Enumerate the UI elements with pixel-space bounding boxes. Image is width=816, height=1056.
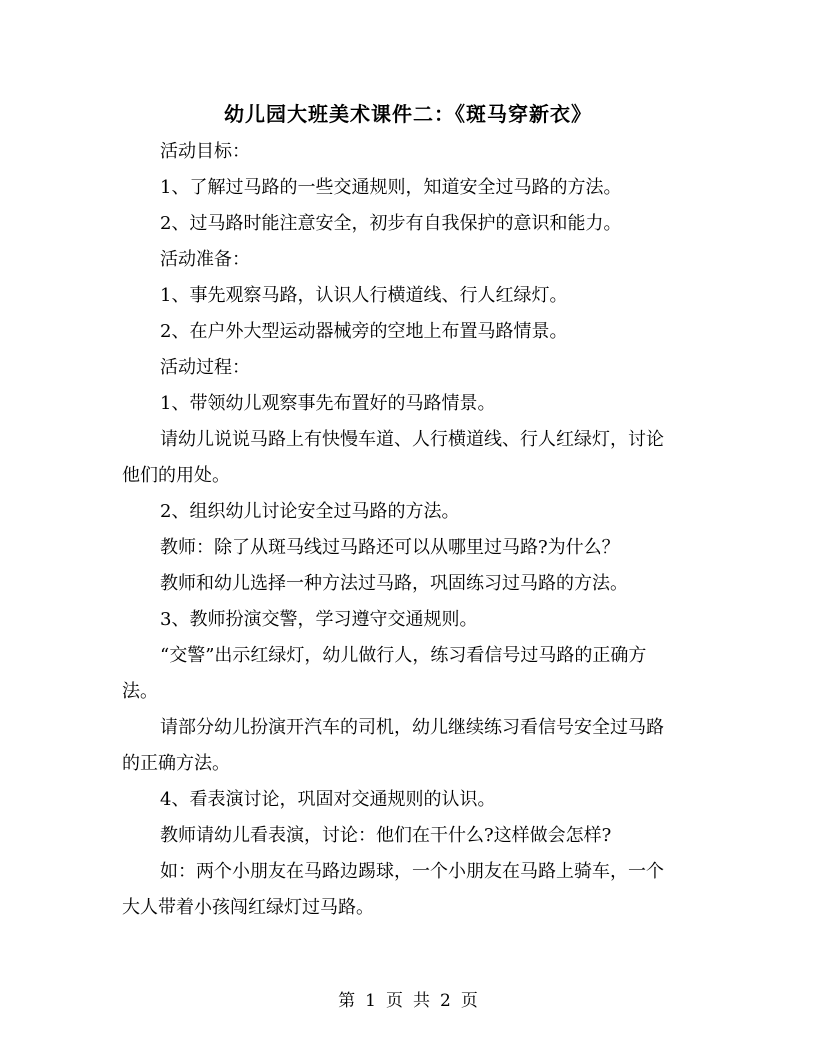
footer-label: 页	[386, 991, 403, 1011]
paragraph-line: 的正确方法。	[122, 753, 230, 774]
paragraph-line: 他们的用处。	[122, 465, 230, 486]
total-page-count: 2	[440, 991, 451, 1011]
paragraph-line: 请部分幼儿扮演开汽车的司机，幼儿继续练习看信号安全过马路	[160, 717, 664, 738]
section-heading-process: 活动过程：	[160, 357, 250, 378]
footer-label: 第	[338, 991, 356, 1011]
paragraph-line: 教师请幼儿看表演，讨论：他们在干什么?这样做会怎样?	[160, 825, 612, 846]
process-step-4: 4、看表演讨论，巩固对交通规则的认识。	[160, 789, 496, 810]
paragraph-line: 如：两个小朋友在马路边踢球，一个小朋友在马路上骑车，一个	[160, 861, 664, 882]
footer-label: 页	[460, 991, 478, 1011]
goal-item-2: 2、过马路时能注意安全，初步有自我保护的意识和能力。	[160, 213, 622, 234]
process-step-2: 2、组织幼儿讨论安全过马路的方法。	[160, 501, 460, 522]
page-footer	[0, 986, 816, 1011]
current-page-number: 1	[365, 991, 376, 1011]
paragraph-line: 教师：除了从斑马线过马路还可以从哪里过马路?为什么？	[160, 537, 620, 558]
paragraph-line: 法。	[122, 681, 158, 702]
preparation-item-2: 2、在户外大型运动器械旁的空地上布置马路情景。	[160, 321, 568, 342]
footer-label: 共	[413, 991, 430, 1011]
process-step-3: 3、教师扮演交警，学习遵守交通规则。	[160, 609, 478, 630]
paragraph-line: 教师和幼儿选择一种方法过马路，巩固练习过马路的方法。	[160, 573, 628, 594]
paragraph-line: “交警”出示红绿灯，幼儿做行人，练习看信号过马路的正确方	[160, 645, 647, 666]
section-heading-goals: 活动目标：	[160, 141, 250, 162]
section-heading-preparation: 活动准备：	[160, 249, 250, 270]
paragraph-line: 请幼儿说说马路上有快慢车道、人行横道线、行人红绿灯，讨论	[160, 429, 664, 450]
goal-item-1: 1、了解过马路的一些交通规则，知道安全过马路的方法。	[160, 177, 622, 198]
document-title: 幼儿园大班美术课件二：《斑马穿新衣》	[224, 102, 592, 126]
paragraph-line: 大人带着小孩闯红绿灯过马路。	[122, 897, 374, 918]
preparation-item-1: 1、事先观察马路，认识人行横道线、行人红绿灯。	[160, 285, 568, 306]
process-step-1: 1、带领幼儿观察事先布置好的马路情景。	[160, 393, 496, 414]
